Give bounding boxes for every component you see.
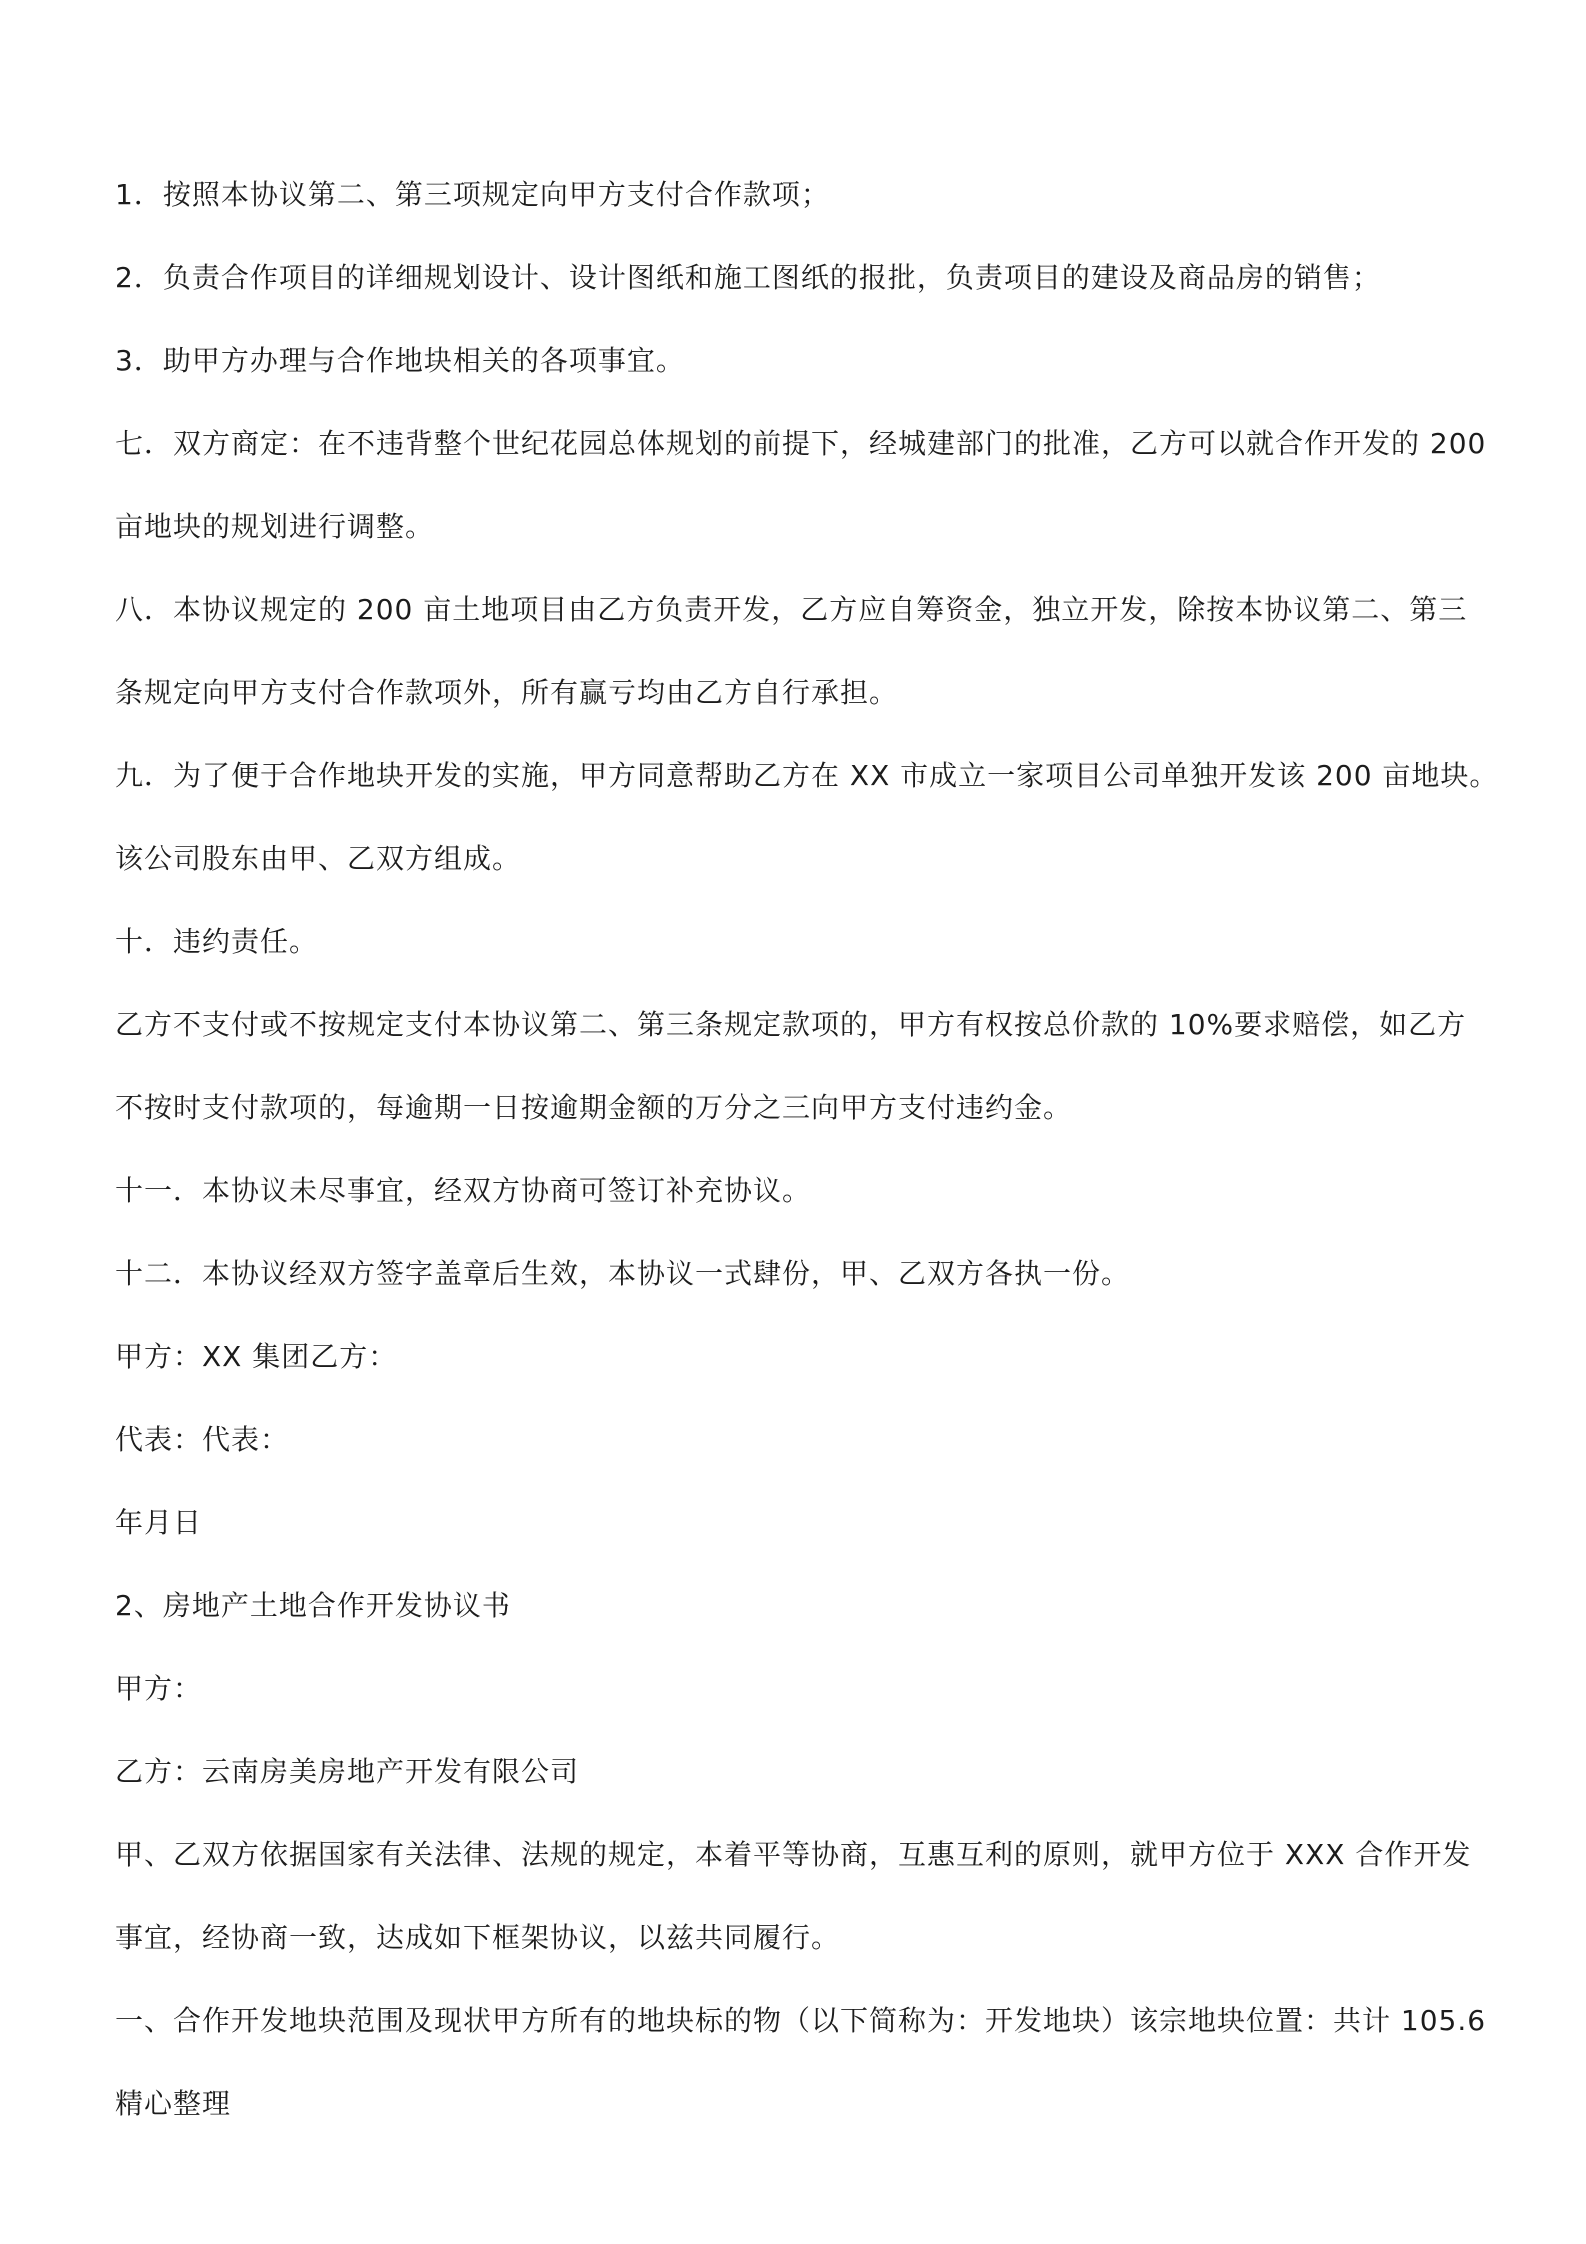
signature-party-line: 甲方：XX 集团乙方： bbox=[115, 1340, 398, 1373]
clause-text: 2．负责合作项目的详细规划设计、设计图纸和施工图纸的报批，负责项目的建设及商品房的销售； bbox=[115, 261, 1381, 294]
party-b-line: 乙方：云南房美房地产开发有限公司 bbox=[115, 1755, 580, 1788]
preamble-text: 甲、乙双方依据国家有关法律、法规的规定，本着平等协商，互惠互利的原则，就甲方位于 XXX 合作开发 bbox=[115, 1838, 1472, 1871]
clause-text: 该公司股东由甲、乙双方组成。 bbox=[115, 842, 522, 875]
party-a-line: 甲方： bbox=[115, 1672, 203, 1705]
footer-note: 精心整理 bbox=[115, 2087, 232, 2120]
clause-text: 十．违约责任。 bbox=[115, 925, 319, 958]
clause-text: 乙方不支付或不按规定支付本协议第二、第三条规定款项的，甲方有权按总价款的 10%要求赔偿，如乙方 bbox=[115, 1008, 1467, 1041]
clause-text: 八．本协议规定的 200 亩土地项目由乙方负责开发，乙方应自筹资金，独立开发，除按本协议第二、第三 bbox=[115, 593, 1468, 626]
clause-text: 一、合作开发地块范围及现状甲方所有的地块标的物（以下简称为：开发地块）该宗地块位置：共计 105.6 bbox=[115, 2004, 1487, 2037]
preamble-text: 事宜，经协商一致，达成如下框架协议，以兹共同履行。 bbox=[115, 1921, 841, 1954]
section-title: 2、房地产土地合作开发协议书 bbox=[115, 1589, 511, 1622]
clause-text: 不按时支付款项的，每逾期一日按逾期金额的万分之三向甲方支付违约金。 bbox=[115, 1091, 1073, 1124]
clause-text: 条规定向甲方支付合作款项外，所有赢亏均由乙方自行承担。 bbox=[115, 676, 899, 709]
clause-text: 1．按照本协议第二、第三项规定向甲方支付合作款项； bbox=[115, 178, 830, 211]
clause-text: 十一．本协议未尽事宜，经双方协商可签订补充协议。 bbox=[115, 1174, 812, 1207]
clause-text: 七．双方商定：在不违背整个世纪花园总体规划的前提下，经城建部门的批准，乙方可以就合作开发的 200 bbox=[115, 427, 1487, 460]
clause-text: 3．助甲方办理与合作地块相关的各项事宜。 bbox=[115, 344, 685, 377]
clause-text: 九．为了便于合作地块开发的实施，甲方同意帮助乙方在 XX 市成立一家项目公司单独开发该 200 亩地块。 bbox=[115, 759, 1499, 792]
signature-representative-line: 代表：代表： bbox=[115, 1423, 290, 1456]
clause-text: 亩地块的规划进行调整。 bbox=[115, 510, 435, 543]
clause-text: 十二．本协议经双方签字盖章后生效，本协议一式肆份，甲、乙双方各执一份。 bbox=[115, 1257, 1131, 1290]
signature-date-line: 年月日 bbox=[115, 1506, 203, 1539]
